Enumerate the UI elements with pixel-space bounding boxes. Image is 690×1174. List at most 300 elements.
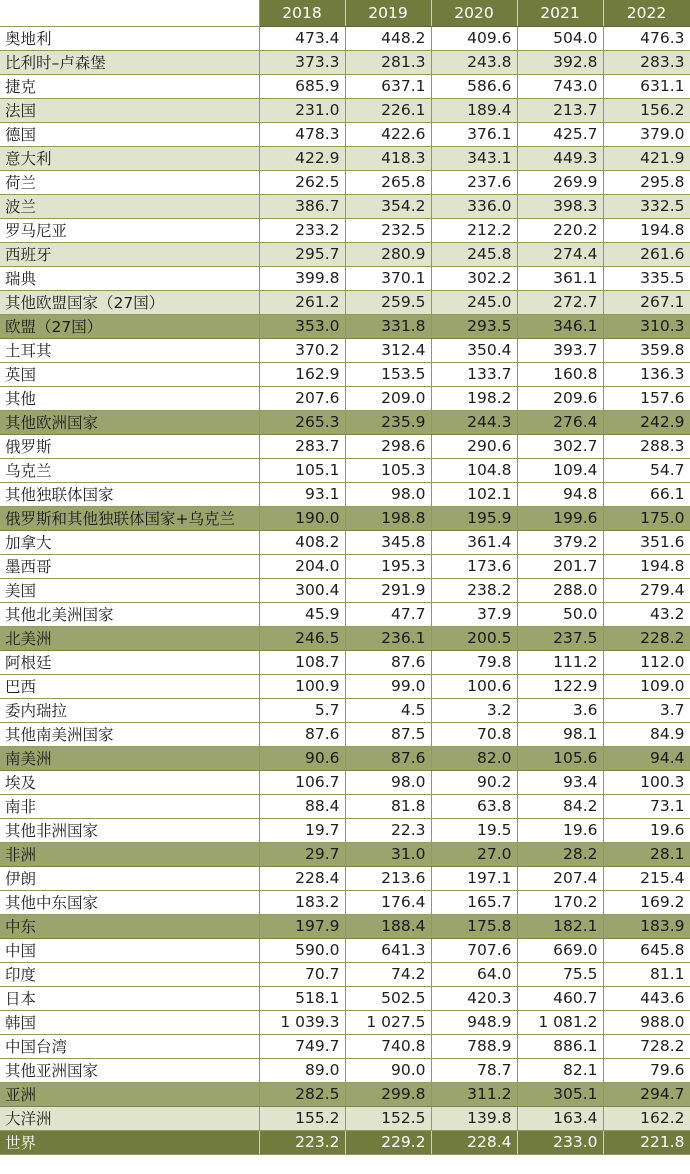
value-cell: 310.3 <box>603 314 690 338</box>
value-cell: 54.7 <box>603 458 690 482</box>
header-cell-year: 2018 <box>259 0 345 26</box>
value-cell: 3.6 <box>517 698 603 722</box>
value-cell: 343.1 <box>431 146 517 170</box>
value-cell: 298.6 <box>345 434 431 458</box>
value-cell: 169.2 <box>603 890 690 914</box>
value-cell: 311.2 <box>431 1082 517 1106</box>
value-cell: 282.5 <box>259 1082 345 1106</box>
value-cell: 265.3 <box>259 410 345 434</box>
value-cell: 81.1 <box>603 962 690 986</box>
value-cell: 300.4 <box>259 578 345 602</box>
value-cell: 728.2 <box>603 1034 690 1058</box>
value-cell: 262.5 <box>259 170 345 194</box>
value-cell: 82.1 <box>517 1058 603 1082</box>
header-cell-year: 2020 <box>431 0 517 26</box>
table-row <box>0 362 690 386</box>
row-label: 比利时–卢森堡 <box>0 50 259 74</box>
value-cell: 399.8 <box>259 266 345 290</box>
value-cell: 221.8 <box>603 1130 690 1154</box>
table-row-subtotal <box>0 746 690 770</box>
value-cell: 89.0 <box>259 1058 345 1082</box>
row-label: 波兰 <box>0 194 259 218</box>
table-row <box>0 170 690 194</box>
value-cell: 235.9 <box>345 410 431 434</box>
table-row <box>0 962 690 986</box>
header-cell-label <box>0 0 259 26</box>
table-row <box>0 458 690 482</box>
value-cell: 305.1 <box>517 1082 603 1106</box>
header-row <box>0 0 690 26</box>
table-row <box>0 986 690 1010</box>
value-cell: 109.4 <box>517 458 603 482</box>
value-cell: 153.5 <box>345 362 431 386</box>
value-cell: 283.7 <box>259 434 345 458</box>
value-cell: 19.6 <box>603 818 690 842</box>
value-cell: 31.0 <box>345 842 431 866</box>
value-cell: 398.3 <box>517 194 603 218</box>
value-cell: 37.9 <box>431 602 517 626</box>
table-row <box>0 722 690 746</box>
value-cell: 165.7 <box>431 890 517 914</box>
table-body <box>0 26 690 1154</box>
value-cell: 195.9 <box>431 506 517 530</box>
value-cell: 188.4 <box>345 914 431 938</box>
row-label: 世界 <box>0 1130 259 1154</box>
value-cell: 245.8 <box>431 242 517 266</box>
row-label: 其他亚洲国家 <box>0 1058 259 1082</box>
table-row <box>0 1106 690 1130</box>
value-cell: 236.1 <box>345 626 431 650</box>
value-cell: 194.8 <box>603 554 690 578</box>
row-label: 南非 <box>0 794 259 818</box>
value-cell: 408.2 <box>259 530 345 554</box>
value-cell: 376.1 <box>431 122 517 146</box>
value-cell: 19.7 <box>259 818 345 842</box>
value-cell: 73.1 <box>603 794 690 818</box>
value-cell: 685.9 <box>259 74 345 98</box>
table-row <box>0 890 690 914</box>
value-cell: 290.6 <box>431 434 517 458</box>
value-cell: 476.3 <box>603 26 690 50</box>
value-cell: 106.7 <box>259 770 345 794</box>
row-label: 罗马尼亚 <box>0 218 259 242</box>
value-cell: 645.8 <box>603 938 690 962</box>
value-cell: 460.7 <box>517 986 603 1010</box>
row-label: 委内瑞拉 <box>0 698 259 722</box>
value-cell: 345.8 <box>345 530 431 554</box>
value-cell: 170.2 <box>517 890 603 914</box>
value-cell: 183.2 <box>259 890 345 914</box>
value-cell: 19.5 <box>431 818 517 842</box>
value-cell: 105.3 <box>345 458 431 482</box>
row-label: 瑞典 <box>0 266 259 290</box>
value-cell: 105.6 <box>517 746 603 770</box>
row-label: 土耳其 <box>0 338 259 362</box>
row-label: 埃及 <box>0 770 259 794</box>
value-cell: 204.0 <box>259 554 345 578</box>
value-cell: 359.8 <box>603 338 690 362</box>
value-cell: 1 081.2 <box>517 1010 603 1034</box>
value-cell: 79.8 <box>431 650 517 674</box>
value-cell: 122.9 <box>517 674 603 698</box>
value-cell: 233.0 <box>517 1130 603 1154</box>
row-label: 其他欧洲国家 <box>0 410 259 434</box>
table-row <box>0 578 690 602</box>
table-row <box>0 434 690 458</box>
value-cell: 418.3 <box>345 146 431 170</box>
value-cell: 79.6 <box>603 1058 690 1082</box>
value-cell: 386.7 <box>259 194 345 218</box>
value-cell: 393.7 <box>517 338 603 362</box>
value-cell: 194.8 <box>603 218 690 242</box>
value-cell: 226.1 <box>345 98 431 122</box>
value-cell: 136.3 <box>603 362 690 386</box>
table-row-subtotal <box>0 506 690 530</box>
value-cell: 182.1 <box>517 914 603 938</box>
value-cell: 64.0 <box>431 962 517 986</box>
value-cell: 422.6 <box>345 122 431 146</box>
row-label: 美国 <box>0 578 259 602</box>
value-cell: 294.7 <box>603 1082 690 1106</box>
value-cell: 213.6 <box>345 866 431 890</box>
value-cell: 1 027.5 <box>345 1010 431 1034</box>
value-cell: 199.6 <box>517 506 603 530</box>
table-row <box>0 1010 690 1034</box>
row-label: 北美洲 <box>0 626 259 650</box>
value-cell: 99.0 <box>345 674 431 698</box>
value-cell: 237.6 <box>431 170 517 194</box>
row-label: 南美洲 <box>0 746 259 770</box>
value-cell: 82.0 <box>431 746 517 770</box>
value-cell: 162.9 <box>259 362 345 386</box>
value-cell: 94.8 <box>517 482 603 506</box>
value-cell: 108.7 <box>259 650 345 674</box>
table-row <box>0 386 690 410</box>
value-cell: 586.6 <box>431 74 517 98</box>
value-cell: 19.6 <box>517 818 603 842</box>
table-row <box>0 650 690 674</box>
row-label: 非洲 <box>0 842 259 866</box>
row-label: 俄罗斯 <box>0 434 259 458</box>
value-cell: 3.7 <box>603 698 690 722</box>
table-row <box>0 938 690 962</box>
value-cell: 229.2 <box>345 1130 431 1154</box>
value-cell: 743.0 <box>517 74 603 98</box>
table-row <box>0 122 690 146</box>
row-label: 加拿大 <box>0 530 259 554</box>
table-row-subtotal <box>0 842 690 866</box>
row-label: 其他中东国家 <box>0 890 259 914</box>
value-cell: 231.0 <box>259 98 345 122</box>
row-label: 阿根廷 <box>0 650 259 674</box>
value-cell: 74.2 <box>345 962 431 986</box>
value-cell: 207.6 <box>259 386 345 410</box>
value-cell: 207.4 <box>517 866 603 890</box>
value-cell: 90.2 <box>431 770 517 794</box>
value-cell: 641.3 <box>345 938 431 962</box>
table-row <box>0 242 690 266</box>
value-cell: 379.2 <box>517 530 603 554</box>
value-cell: 28.1 <box>603 842 690 866</box>
value-cell: 195.3 <box>345 554 431 578</box>
value-cell: 112.0 <box>603 650 690 674</box>
value-cell: 155.2 <box>259 1106 345 1130</box>
row-label: 日本 <box>0 986 259 1010</box>
table-row <box>0 1058 690 1082</box>
value-cell: 22.3 <box>345 818 431 842</box>
value-cell: 88.4 <box>259 794 345 818</box>
value-cell: 102.1 <box>431 482 517 506</box>
value-cell: 293.5 <box>431 314 517 338</box>
value-cell: 201.7 <box>517 554 603 578</box>
value-cell: 100.9 <box>259 674 345 698</box>
value-cell: 291.9 <box>345 578 431 602</box>
value-cell: 295.7 <box>259 242 345 266</box>
row-label: 西班牙 <box>0 242 259 266</box>
value-cell: 78.7 <box>431 1058 517 1082</box>
value-cell: 421.9 <box>603 146 690 170</box>
header-cell-year: 2022 <box>603 0 690 26</box>
table-row-total <box>0 1130 690 1154</box>
table-row <box>0 530 690 554</box>
value-cell: 669.0 <box>517 938 603 962</box>
row-label: 其他南美洲国家 <box>0 722 259 746</box>
value-cell: 93.1 <box>259 482 345 506</box>
row-label: 奥地利 <box>0 26 259 50</box>
value-cell: 98.0 <box>345 770 431 794</box>
value-cell: 84.2 <box>517 794 603 818</box>
row-label: 法国 <box>0 98 259 122</box>
value-cell: 28.2 <box>517 842 603 866</box>
value-cell: 370.2 <box>259 338 345 362</box>
value-cell: 478.3 <box>259 122 345 146</box>
value-cell: 29.7 <box>259 842 345 866</box>
value-cell: 70.7 <box>259 962 345 986</box>
table-row <box>0 554 690 578</box>
row-label: 亚洲 <box>0 1082 259 1106</box>
value-cell: 336.0 <box>431 194 517 218</box>
table-row <box>0 194 690 218</box>
value-cell: 183.9 <box>603 914 690 938</box>
header-cell-year: 2019 <box>345 0 431 26</box>
value-cell: 163.4 <box>517 1106 603 1130</box>
value-cell: 1 039.3 <box>259 1010 345 1034</box>
value-cell: 220.2 <box>517 218 603 242</box>
value-cell: 425.7 <box>517 122 603 146</box>
value-cell: 47.7 <box>345 602 431 626</box>
table-row <box>0 794 690 818</box>
table-row <box>0 266 690 290</box>
table-row <box>0 674 690 698</box>
value-cell: 70.8 <box>431 722 517 746</box>
value-cell: 5.7 <box>259 698 345 722</box>
value-cell: 288.3 <box>603 434 690 458</box>
value-cell: 448.2 <box>345 26 431 50</box>
row-label: 其他欧盟国家（27国） <box>0 290 259 314</box>
value-cell: 228.4 <box>431 1130 517 1154</box>
row-label: 印度 <box>0 962 259 986</box>
value-cell: 886.1 <box>517 1034 603 1058</box>
table-row-subtotal <box>0 914 690 938</box>
table-row <box>0 698 690 722</box>
value-cell: 50.0 <box>517 602 603 626</box>
value-cell: 261.6 <box>603 242 690 266</box>
value-cell: 280.9 <box>345 242 431 266</box>
value-cell: 215.4 <box>603 866 690 890</box>
value-cell: 261.2 <box>259 290 345 314</box>
value-cell: 312.4 <box>345 338 431 362</box>
value-cell: 100.3 <box>603 770 690 794</box>
value-cell: 223.2 <box>259 1130 345 1154</box>
value-cell: 361.1 <box>517 266 603 290</box>
value-cell: 749.7 <box>259 1034 345 1058</box>
value-cell: 502.5 <box>345 986 431 1010</box>
value-cell: 244.3 <box>431 410 517 434</box>
value-cell: 98.1 <box>517 722 603 746</box>
value-cell: 197.1 <box>431 866 517 890</box>
value-cell: 189.4 <box>431 98 517 122</box>
value-cell: 237.5 <box>517 626 603 650</box>
value-cell: 637.1 <box>345 74 431 98</box>
value-cell: 299.8 <box>345 1082 431 1106</box>
row-label: 捷克 <box>0 74 259 98</box>
value-cell: 272.7 <box>517 290 603 314</box>
table-row <box>0 818 690 842</box>
value-cell: 27.0 <box>431 842 517 866</box>
value-cell: 45.9 <box>259 602 345 626</box>
value-cell: 353.0 <box>259 314 345 338</box>
value-cell: 190.0 <box>259 506 345 530</box>
table-row <box>0 866 690 890</box>
value-cell: 175.0 <box>603 506 690 530</box>
value-cell: 87.5 <box>345 722 431 746</box>
value-cell: 213.7 <box>517 98 603 122</box>
row-label: 伊朗 <box>0 866 259 890</box>
value-cell: 4.5 <box>345 698 431 722</box>
value-cell: 788.9 <box>431 1034 517 1058</box>
value-cell: 283.3 <box>603 50 690 74</box>
value-cell: 75.5 <box>517 962 603 986</box>
value-cell: 346.1 <box>517 314 603 338</box>
table-row <box>0 290 690 314</box>
table-header <box>0 0 690 26</box>
value-cell: 84.9 <box>603 722 690 746</box>
value-cell: 175.8 <box>431 914 517 938</box>
value-cell: 740.8 <box>345 1034 431 1058</box>
table-row <box>0 602 690 626</box>
value-cell: 351.6 <box>603 530 690 554</box>
value-cell: 988.0 <box>603 1010 690 1034</box>
value-cell: 173.6 <box>431 554 517 578</box>
value-cell: 176.4 <box>345 890 431 914</box>
value-cell: 98.0 <box>345 482 431 506</box>
value-cell: 504.0 <box>517 26 603 50</box>
value-cell: 331.8 <box>345 314 431 338</box>
value-cell: 590.0 <box>259 938 345 962</box>
value-cell: 43.2 <box>603 602 690 626</box>
value-cell: 242.9 <box>603 410 690 434</box>
value-cell: 209.6 <box>517 386 603 410</box>
value-cell: 90.0 <box>345 1058 431 1082</box>
table-row-subtotal <box>0 1082 690 1106</box>
value-cell: 373.3 <box>259 50 345 74</box>
value-cell: 948.9 <box>431 1010 517 1034</box>
value-cell: 269.9 <box>517 170 603 194</box>
value-cell: 245.0 <box>431 290 517 314</box>
value-cell: 87.6 <box>259 722 345 746</box>
table-row <box>0 98 690 122</box>
table-row <box>0 26 690 50</box>
value-cell: 90.6 <box>259 746 345 770</box>
value-cell: 212.2 <box>431 218 517 242</box>
value-cell: 302.2 <box>431 266 517 290</box>
value-cell: 420.3 <box>431 986 517 1010</box>
value-cell: 518.1 <box>259 986 345 1010</box>
value-cell: 449.3 <box>517 146 603 170</box>
table-row <box>0 482 690 506</box>
value-cell: 233.2 <box>259 218 345 242</box>
value-cell: 267.1 <box>603 290 690 314</box>
value-cell: 66.1 <box>603 482 690 506</box>
value-cell: 152.5 <box>345 1106 431 1130</box>
row-label: 德国 <box>0 122 259 146</box>
value-cell: 139.8 <box>431 1106 517 1130</box>
value-cell: 87.6 <box>345 746 431 770</box>
table-row <box>0 338 690 362</box>
table-row <box>0 770 690 794</box>
value-cell: 232.5 <box>345 218 431 242</box>
value-cell: 707.6 <box>431 938 517 962</box>
value-cell: 354.2 <box>345 194 431 218</box>
value-cell: 274.4 <box>517 242 603 266</box>
value-cell: 94.4 <box>603 746 690 770</box>
value-cell: 105.1 <box>259 458 345 482</box>
value-cell: 335.5 <box>603 266 690 290</box>
row-label: 中国台湾 <box>0 1034 259 1058</box>
table-row <box>0 1034 690 1058</box>
row-label: 意大利 <box>0 146 259 170</box>
value-cell: 259.5 <box>345 290 431 314</box>
value-cell: 443.6 <box>603 986 690 1010</box>
row-label: 中国 <box>0 938 259 962</box>
value-cell: 243.8 <box>431 50 517 74</box>
value-cell: 3.2 <box>431 698 517 722</box>
row-label: 大洋洲 <box>0 1106 259 1130</box>
value-cell: 200.5 <box>431 626 517 650</box>
value-cell: 302.7 <box>517 434 603 458</box>
value-cell: 392.8 <box>517 50 603 74</box>
value-cell: 228.2 <box>603 626 690 650</box>
value-cell: 288.0 <box>517 578 603 602</box>
value-cell: 81.8 <box>345 794 431 818</box>
value-cell: 279.4 <box>603 578 690 602</box>
value-cell: 350.4 <box>431 338 517 362</box>
header-cell-year: 2021 <box>517 0 603 26</box>
row-label: 墨西哥 <box>0 554 259 578</box>
table-row-subtotal <box>0 626 690 650</box>
table-row <box>0 146 690 170</box>
row-label: 中东 <box>0 914 259 938</box>
value-cell: 332.5 <box>603 194 690 218</box>
value-cell: 379.0 <box>603 122 690 146</box>
table-row <box>0 74 690 98</box>
row-label: 其他非洲国家 <box>0 818 259 842</box>
value-cell: 265.8 <box>345 170 431 194</box>
value-cell: 281.3 <box>345 50 431 74</box>
value-cell: 370.1 <box>345 266 431 290</box>
value-cell: 295.8 <box>603 170 690 194</box>
value-cell: 160.8 <box>517 362 603 386</box>
